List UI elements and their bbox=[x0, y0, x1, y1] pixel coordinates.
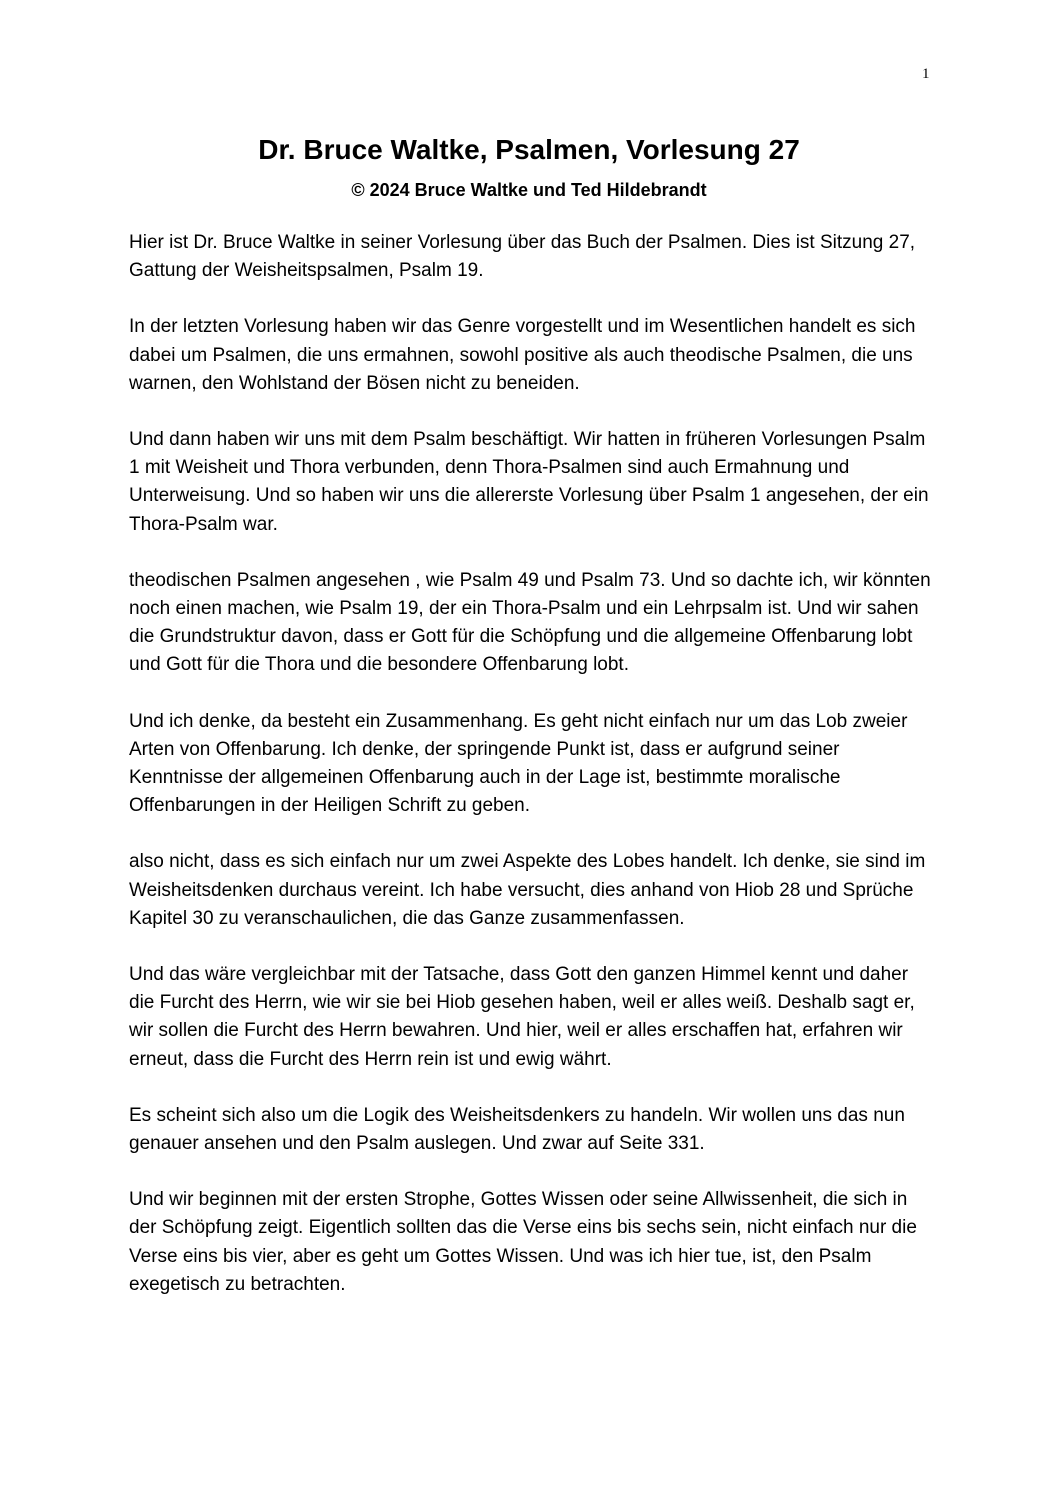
paragraph: Es scheint sich also um die Logik des Weisheitsdenkers zu handeln. Wir wollen uns das nun genauer ansehen und den Psalm auslegen. Und zwar auf Seite 331. bbox=[129, 1104, 905, 1155]
copyright-line: © 2024 Bruce Waltke und Ted Hildebrandt bbox=[351, 180, 707, 200]
document-body bbox=[129, 229, 935, 1327]
paragraph: In der letzten Vorlesung haben wir das Genre vorgestellt und im Wesentlichen handelt es sich dabei um Psalmen, die uns ermahnen, sowohl positive als auch theodische Psalmen, die uns warnen, den Wohlstand der Bösen nicht zu beneiden. bbox=[129, 316, 916, 394]
paragraph: Und dann haben wir uns mit dem Psalm beschäftigt. Wir hatten in früheren Vorlesungen Psalm 1 mit Weisheit und Thora verbunden, denn Thora-Psalmen sind auch Ermahnung und Unterweisung. Und so haben wir uns die allererste Vorlesung über Psalm 1 angesehen, der ein Thora-Psalm war. bbox=[129, 429, 929, 535]
page-number: 1 bbox=[922, 66, 930, 82]
paragraph: Und ich denke, da besteht ein Zusammenhang. Es geht nicht einfach nur um das Lob zweier Arten von Offenbarung. Ich denke, der springende Punkt ist, dass er aufgrund seiner Kenntnisse der allgemeinen Offenbarung auch in der Lage ist, bestimmte moralische Offenbarungen in der Heiligen Schrift zu geben. bbox=[129, 710, 908, 817]
paragraph: Und das wäre vergleichbar mit der Tatsache, dass Gott den ganzen Himmel kennt und daher die Furcht des Herrn, wie wir sie bei Hiob gesehen haben, weil er alles weiß. Deshalb sagt er, wir sollen die Furcht des Herrn bewahren. Und hier, weil er alles erschaffen hat, erfahren wir erneut, dass die Furcht des Herrn rein ist und ewig währt. bbox=[129, 964, 915, 1070]
paragraph: also nicht, dass es sich einfach nur um zwei Aspekte des Lobes handelt. Ich denke, sie sind im Weisheitsdenken durchaus vereint. Ich habe versucht, dies anhand von Hiob 28 und Sprüche Kapitel 30 zu veranschaulichen, die das Ganze zusammenfassen. bbox=[129, 851, 926, 929]
paragraph: Hier ist Dr. Bruce Waltke in seiner Vorlesung über das Buch der Psalmen. Dies ist Sitzung 27, Gattung der Weisheitspsalmen, Psalm 19. bbox=[129, 232, 916, 282]
paragraph: Und wir beginnen mit der ersten Strophe, Gottes Wissen oder seine Allwissenheit, die sich in der Schöpfung zeigt. Eigentlich sollten das die Verse eins bis sechs sein, nicht einfach nur die Verse eins bis vier, aber es geht um Gottes Wissen. Und was ich hier tue, ist, den Psalm exegetisch zu betrachten. bbox=[129, 1189, 917, 1295]
document-title: Dr. Bruce Waltke, Psalmen, Vorlesung 27 bbox=[258, 134, 800, 165]
paragraph: theodischen Psalmen angesehen , wie Psalm 49 und Psalm 73. Und so dachte ich, wir könnten noch einen machen, wie Psalm 19, der ein Thora-Psalm und ein Lehrpsalm ist. Und wir sahen die Grundstruktur davon, dass er Gott für die Schöpfung und die allgemeine Offenbarung lobt und Gott für die Thora und die besondere Offenbarung lobt. bbox=[129, 569, 931, 676]
